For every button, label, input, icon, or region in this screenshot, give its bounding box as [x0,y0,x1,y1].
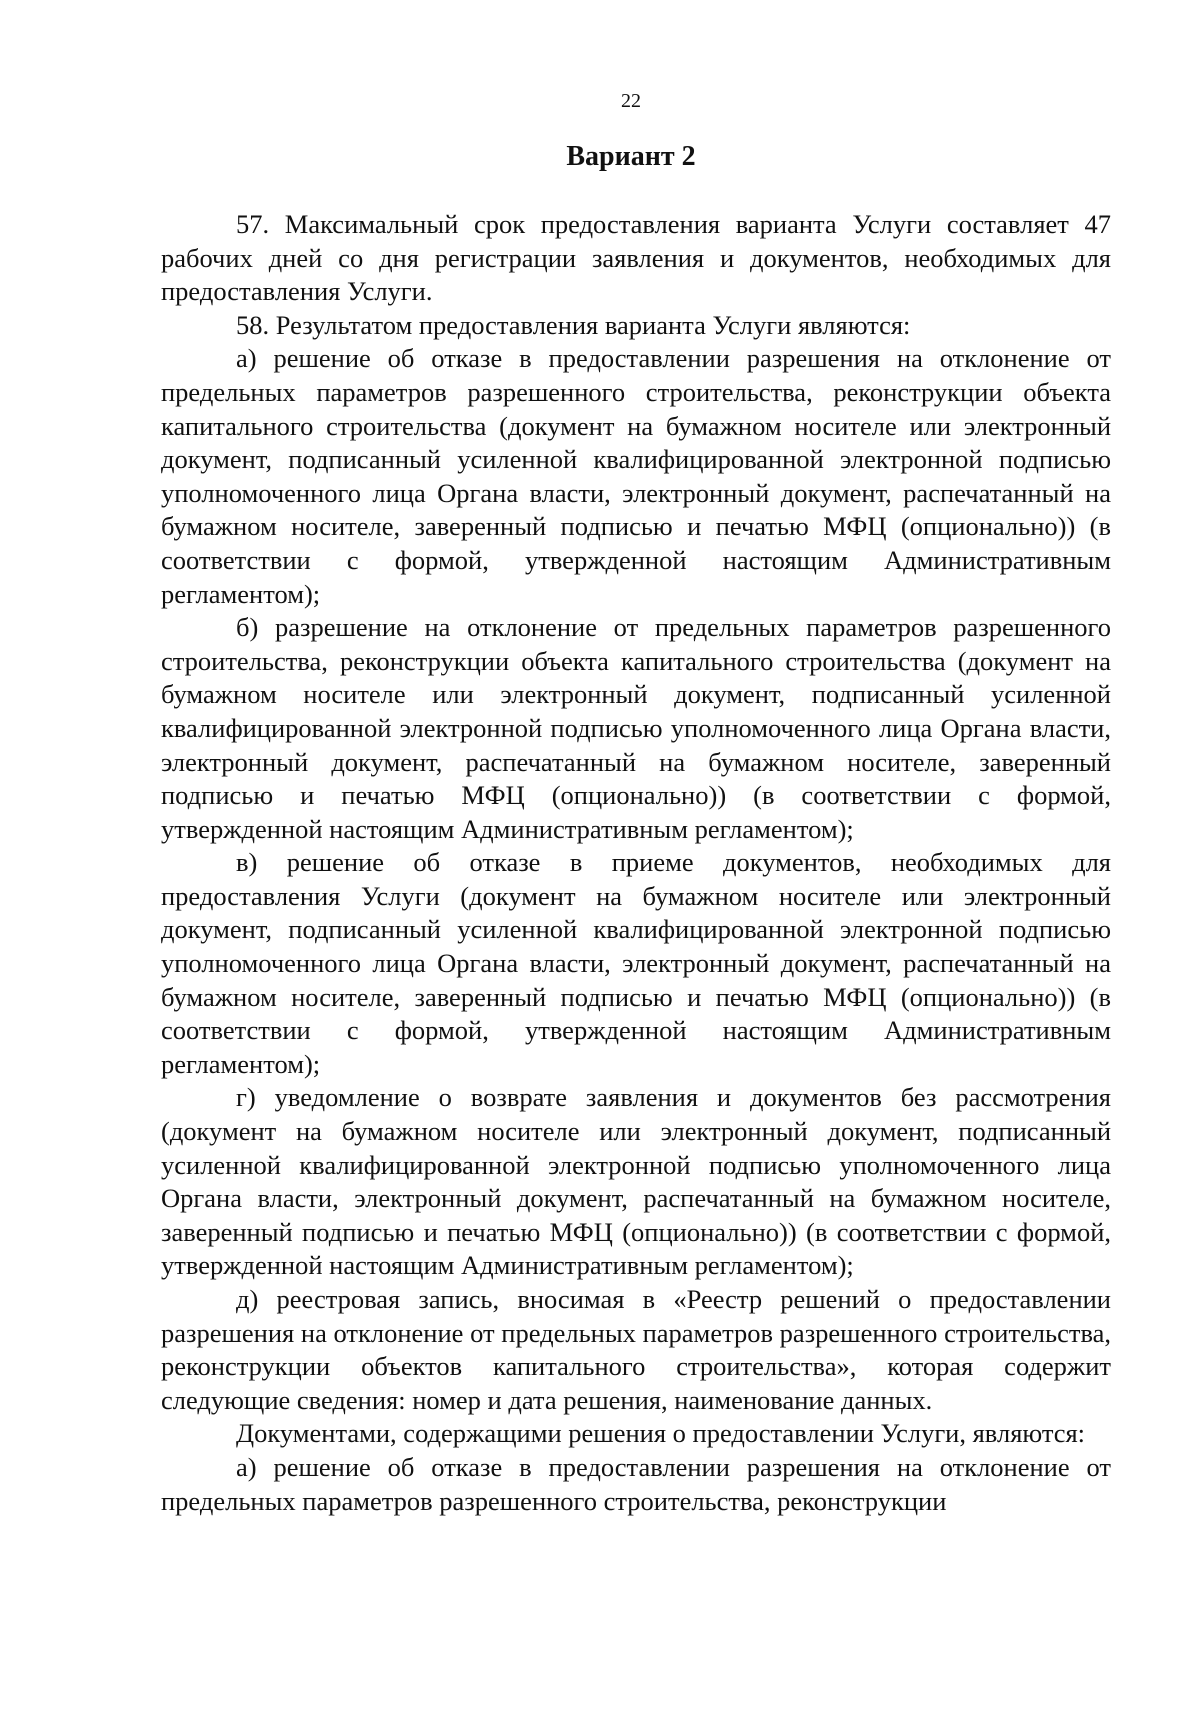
paragraph-57: 57. Максимальный срок предоставления варианта Услуги составляет 47 рабочих дней со дня регистрации заявления и документов, необходимых для предоставления Услуги. [161,209,1111,307]
paragraph-58-item-d: д) реестровая запись, вносимая в «Реестр решений о предоставлении разрешения на отклонение от предельных параметров разрешенного строительства, реконструкции объектов капитального строительства», которая содержит следующие сведения: номер и дата решения, наименование данных. [161,1284,1111,1415]
page-number: 22 [621,90,641,112]
documents-paragraph: Документами, содержащими решения о предоставлении Услуги, являются: [236,1418,1086,1449]
paragraph-58-item-b: б) разрешение на отклонение от предельных параметров разрешенного строительства, реконструкции объекта капитального строительства (документ на бумажном носителе или электронный документ, подписанный усиленной квалифицированной электронной подписью уполномоченного лица Органа власти, электронный документ, распечатанный на бумажном носителе, заверенный подписью и печатью МФЦ (опционально)) (в соответствии с формой, утвержденной настоящим Административным регламентом); [161,612,1111,844]
paragraph-58-item-g: г) уведомление о возврате заявления и документов без рассмотрения (документ на бумажном носителе или электронный документ, подписанный усиленной квалифицированной электронной подписью уполномоченного лица Органа власти, электронный документ, распечатанный на бумажном носителе, заверенный подписью и печатью МФЦ (опционально)) (в соответствии с формой, утвержденной настоящим Административным регламентом); [161,1082,1111,1281]
documents-item-a: а) решение об отказе в предоставлении разрешения на отклонение от предельных параметров разрешенного строительства, реконструкции [161,1451,1111,1516]
paragraph-58-item-v: в) решение об отказе в приеме документов, необходимых для предоставления Услуги (документ на бумажном носителе или электронный документ, подписанный усиленной квалифицированной электронной подписью уполномоченного лица Органа власти, электронный документ, распечатанный на бумажном носителе, заверенный подписью и печатью МФЦ (опционально)) (в соответствии с формой, утвержденной настоящим Административным регламентом); [161,847,1111,1079]
paragraph-58: 58. Результатом предоставления варианта Услуги являются: [236,309,911,340]
paragraph-58-item-a: а) решение об отказе в предоставлении разрешения на отклонение от предельных параметров разрешенного строительства, реконструкции объекта капитального строительства (документ на бумажном носителе или электронный документ, подписанный усиленной квалифицированной электронной подписью уполномоченного лица Органа власти, электронный документ, распечатанный на бумажном носителе, заверенный подписью и печатью МФЦ (опционально)) (в соответствии с формой, утвержденной настоящим Административным регламентом); [161,343,1111,609]
body-text [161,208,1111,1518]
section-title: Вариант 2 [566,141,696,172]
